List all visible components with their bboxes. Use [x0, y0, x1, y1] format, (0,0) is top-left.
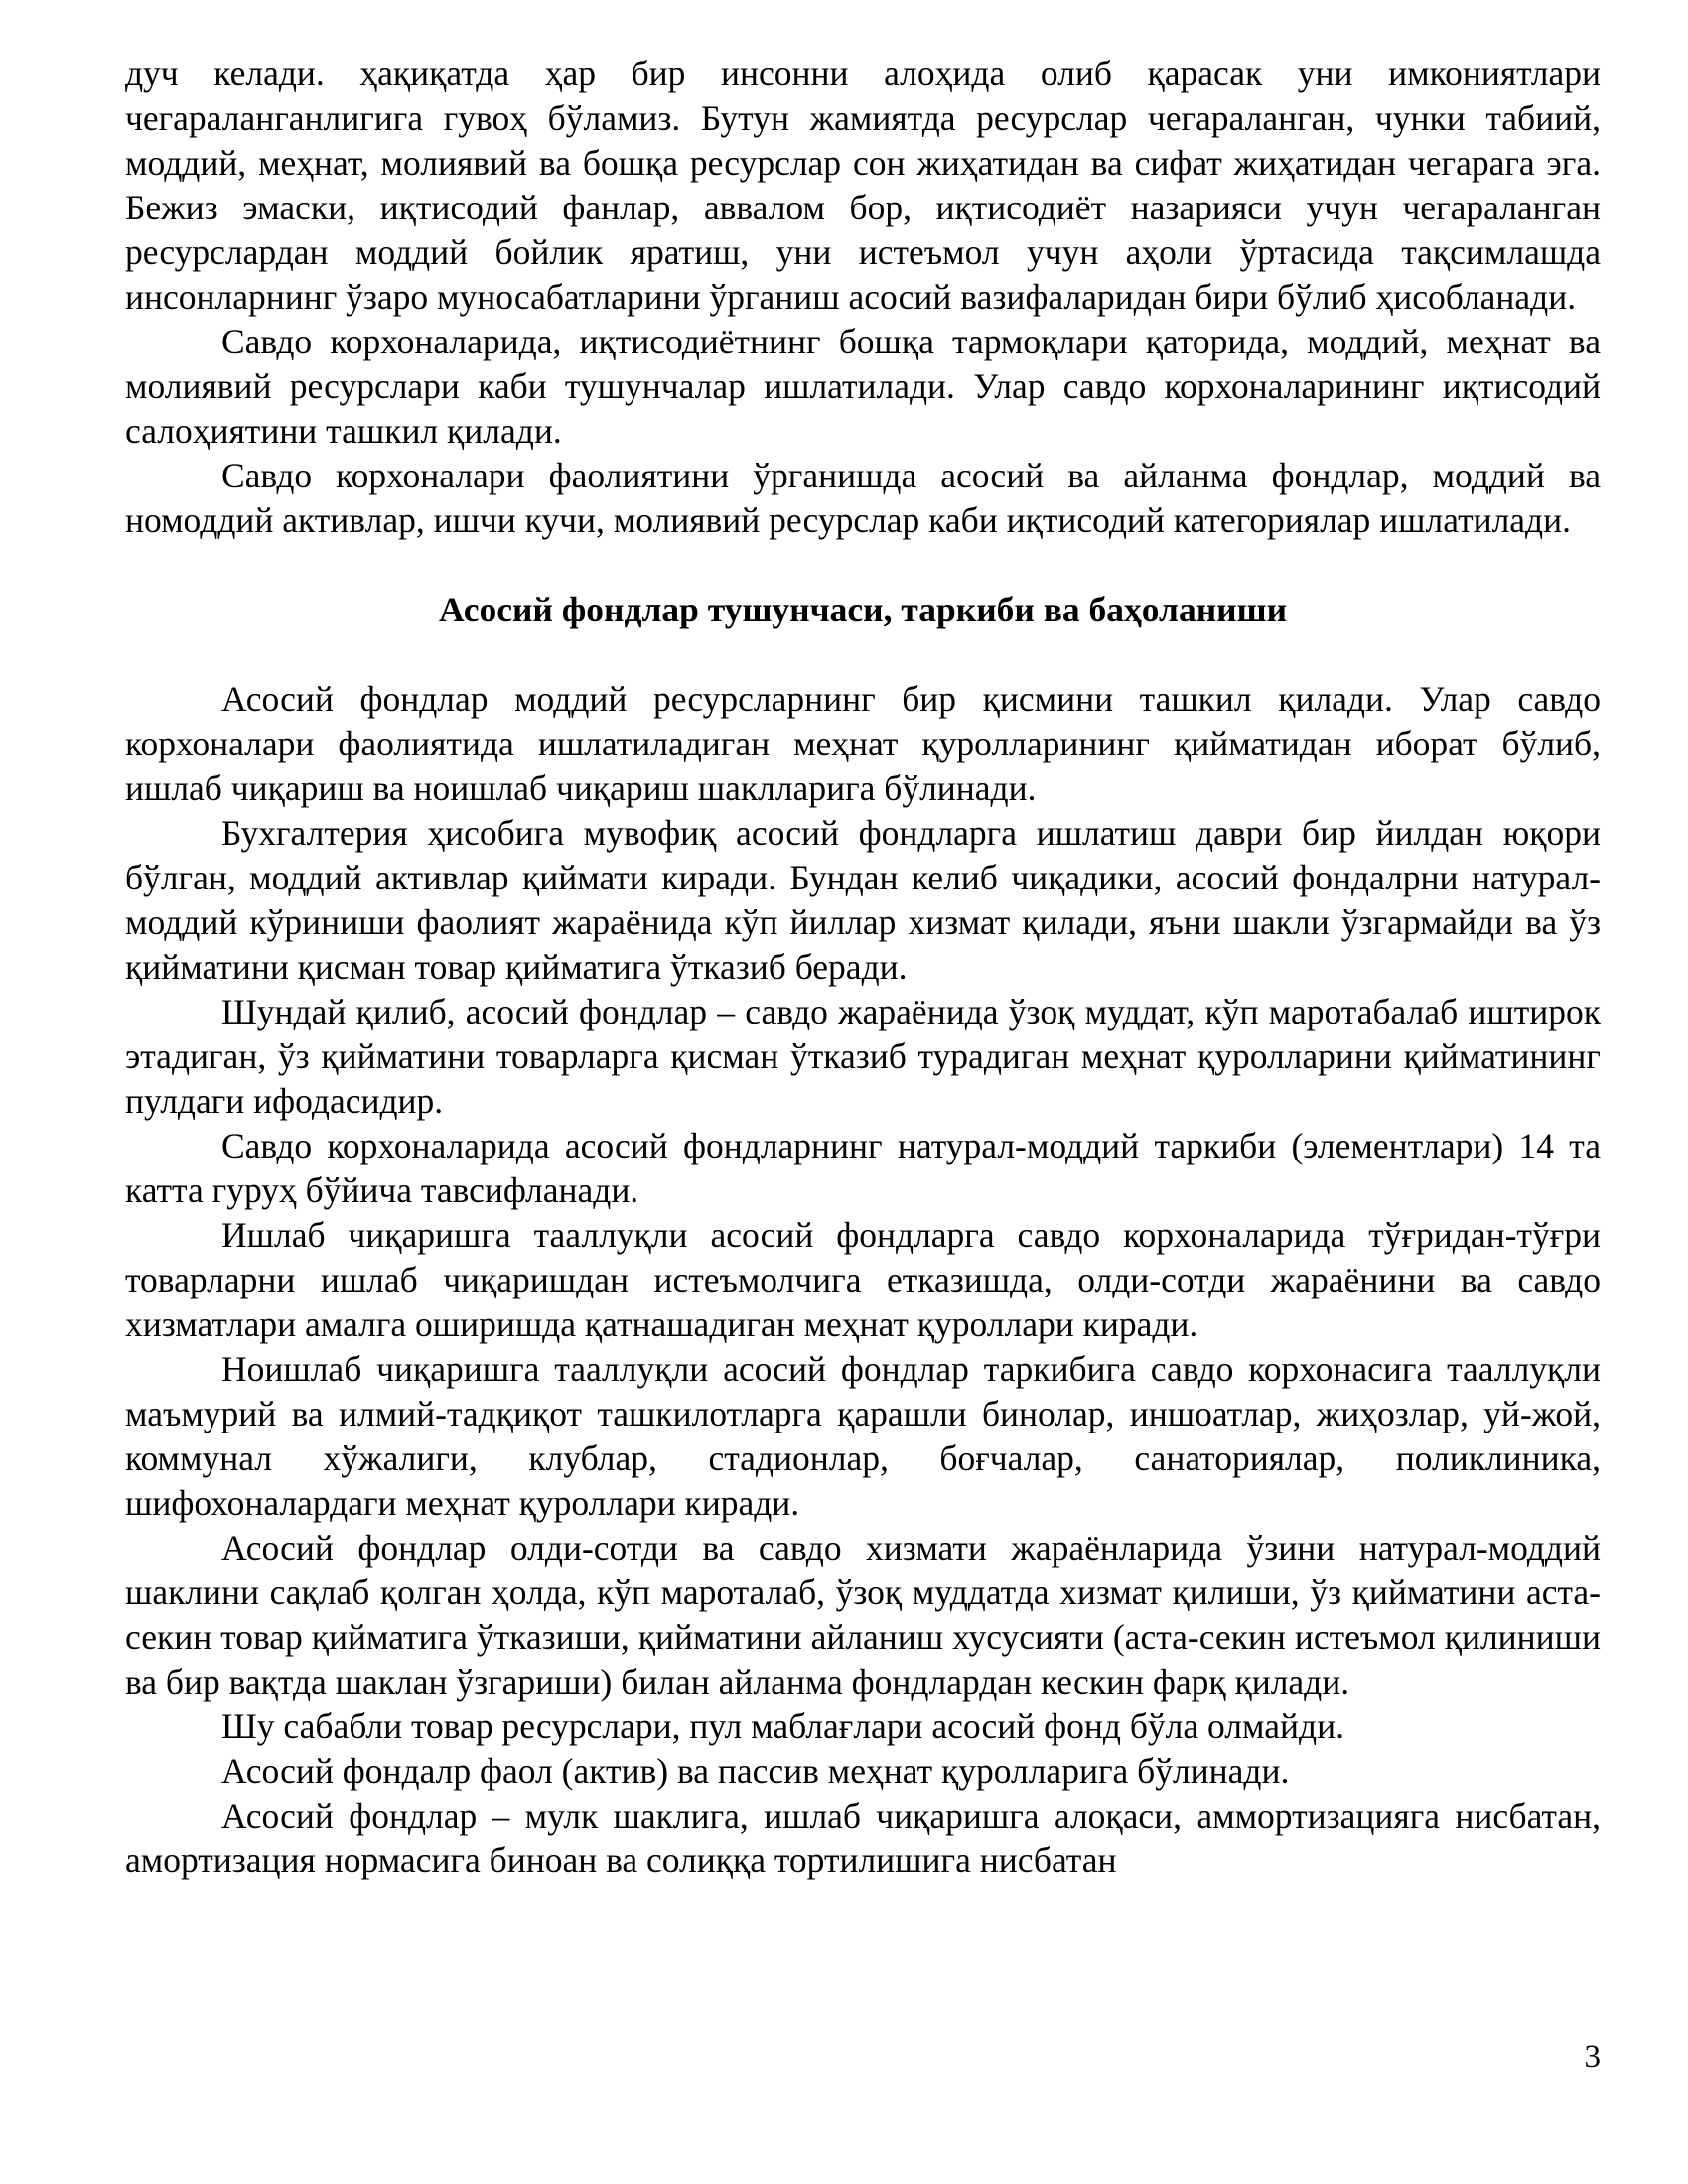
- paragraph-composition: Савдо корхоналарида асосий фондларнинг натурал-моддий таркиби (элементлари) 14 та катта гуруҳ бўйича тавсифланади.: [125, 1126, 1601, 1210]
- paragraph-active-passive: Асосий фондалр фаол (актив) ва пассив меҳнат қуролларига бўлинади.: [221, 1751, 1290, 1791]
- paragraph-accounting: Бухгалтерия ҳисобига мувофиқ асосий фондларга ишлатиш даври бир йилдан юқори бўлган, моддий активлар қиймати киради. Бундан келиб чиқадики, асосий фондалрни натурал-моддий кўриниши фаолият жараёнида кўп йиллар хизмат қилади, яъни шакли ўзгармайди ва ўз қийматини қисман товар қийматига ўтказиб беради.: [125, 813, 1601, 987]
- section-heading: Асосий фондлар тушунчаси, таркиби ва баҳоланиши: [438, 590, 1288, 629]
- paragraph-non-production-assets: Ноишлаб чиқаришга тааллуқли асосий фондлар таркибига савдо корхонасига тааллуқли маъмурий ва илмий-тадқиқот ташкилотларга қарашли бинолар, иншоатлар, жиҳозлар, уй-жой, коммунал хўжалиги, клублар, стадионлар, боғчалар, санаториялар, поликлиника, шифохоналардаги меҳнат қуроллари киради.: [125, 1349, 1601, 1523]
- paragraph-economic-categories: Савдо корхоналари фаолиятини ўрганишда асосий ва айланма фондлар, моддий ва номоддий активлар, ишчи кучи, молиявий ресурслар каби иқтисодий категориялар ишлатилади.: [125, 456, 1601, 540]
- paragraph-fixed-assets-definition: Асосий фондлар моддий ресурсларнинг бир қисмини ташкил қилади. Улар савдо корхоналари фаолиятида ишлатиладиган меҳнат қуролларининг қийматидан иборат бўлиб, ишлаб чиқариш ва ноишлаб чиқариш шаклларига бўлинади.: [125, 679, 1601, 808]
- paragraph-commodity-resources: Шу сабабли товар ресурслари, пул маблағлари асосий фонд бўла олмайди.: [221, 1706, 1344, 1746]
- document-page: [125, 52, 1601, 1883]
- paragraph-summary: Шундай қилиб, асосий фондлар – савдо жараёнида ўзоқ муддат, кўп маротабалаб иштирок этадиган, ўз қийматини товарларга қисман ўтказиб турадиган меҳнат қуролларини қийматининг пулдаги ифодасидир.: [125, 992, 1601, 1121]
- paragraph-trade-resources: Савдо корхоналарида, иқтисодиётнинг бошқа тармоқлари қаторида, моддий, меҳнат ва молиявий ресурслари каби тушунчалар ишлатилади. Улар савдо корхоналарининг иқтисодий салоҳиятини ташкил қилади.: [125, 322, 1601, 451]
- paragraph-difference: Асосий фондлар олди-сотди ва савдо хизмати жараёнларида ўзини натурал-моддий шаклини сақлаб қолган ҳолда, кўп мароталаб, ўзоқ муддатда хизмат қилиши, ўз қийматини аста-секин товар қийматига ўтказиши, қийматини айланиш хусусияти (аста-секин истеъмол қилиниши ва бир вақтда шаклан ўзгариши) билан айланма фондлардан кескин фарқ қилади.: [125, 1528, 1601, 1702]
- paragraph-intro-continued: дуч келади. ҳақиқатда ҳар бир инсонни алоҳида олиб қарасак уни имкониятлари чегараланганлигига гувоҳ бўламиз. Бутун жамиятда ресурслар чегараланган, чунки табиий, моддий, меҳнат, молиявий ва бошқа ресурслар сон жиҳатидан ва сифат жиҳатидан чегарага эга. Бежиз эмаски, иқтисодий фанлар, аввалом бор, иқтисодиёт назарияси учун чегараланган ресурслардан моддий бойлик яратиш, уни истеъмол учун аҳоли ўртасида тақсимлашда инсонларнинг ўзаро муносабатларини ўрганиш асосий вазифаларидан бири бўлиб ҳисобланади.: [125, 54, 1601, 317]
- paragraph-classification: Асосий фондлар – мулк шаклига, ишлаб чиқаришга алоқаси, аммортизацияга нисбатан, амортизация нормасига биноан ва солиққа тортилишига нисбатан: [125, 1796, 1601, 1880]
- paragraph-production-assets: Ишлаб чиқаришга тааллуқли асосий фондларга савдо корхоналарида тўғридан-тўғри товарларни ишлаб чиқаришдан истеъмолчига етказишда, олди-сотди жараёнини ва савдо хизматлари амалга оширишда қатнашадиган меҳнат қуроллари киради.: [125, 1215, 1601, 1344]
- page-number: 3: [1584, 2039, 1601, 2075]
